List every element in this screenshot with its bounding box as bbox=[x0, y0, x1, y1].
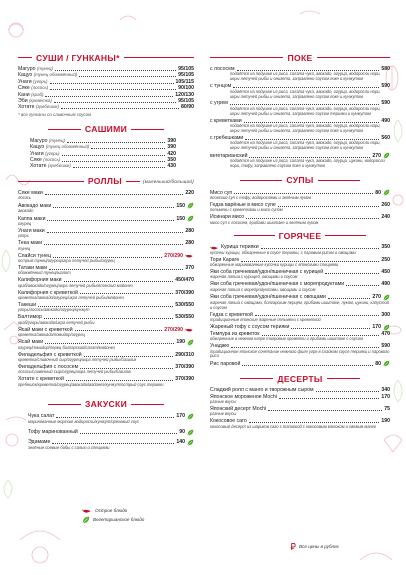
menu-item: Яки соба гречневая/удон/пшеничная с овощами 270 bbox=[210, 294, 390, 301]
menu-item: Сяке (лосось) 350 bbox=[30, 157, 176, 164]
left-column bbox=[18, 52, 194, 451]
menu-item: Эби (креветка) 95/105 bbox=[18, 98, 194, 105]
legend bbox=[82, 506, 144, 524]
menu-item: Яки соба гречневая/удон/пшеничная с курицей 450 bbox=[210, 269, 390, 276]
menu-item: Яки соба гречневая/удон/пшеничная с морепродуктами 490 bbox=[210, 281, 390, 288]
menu-item: Авокадо маки 150 bbox=[18, 202, 194, 209]
menu-item: Кацуо (тунец обожжённый) 95/105 bbox=[18, 72, 194, 79]
snacks-list: Чука салат 170 маринованные морские водоросли/кунжут/ореховый соус Тофу маринованный 90 Эдамаме 140 зелёные соевые бобы с солью и специями bbox=[18, 413, 194, 451]
chili-pepper-icon bbox=[185, 327, 194, 333]
sushi-footnote: * все гунканы со сливочным соусом bbox=[18, 111, 92, 117]
menu-item: Такеши 530/550 bbox=[18, 301, 194, 308]
menu-item: Татаки маки 370 bbox=[18, 264, 194, 271]
section-title-desserts: ДЕСЕРТЫ bbox=[210, 373, 390, 384]
menu-item: Эдамаме 140 bbox=[28, 439, 194, 446]
sashimi-list bbox=[18, 138, 194, 170]
section-title-soups: СУПЫ bbox=[210, 175, 390, 186]
chili-pepper-icon bbox=[185, 253, 194, 259]
menu-item: Японский десерт Mochi 75 bbox=[210, 406, 390, 413]
menu-item: Унаги (угорь) 420 bbox=[30, 150, 176, 157]
menu-item: Хотате с креветкой 370/390 bbox=[18, 376, 194, 383]
menu-item: с гребешками 560 bbox=[210, 134, 390, 141]
menu-item: Сяке (лосось) 90/100 bbox=[18, 85, 194, 92]
sushi-list bbox=[18, 66, 194, 117]
menu-item: Кокосовое саго 190 bbox=[210, 418, 390, 425]
menu-item: Мисо суп 80 bbox=[210, 189, 390, 196]
ruble-icon bbox=[290, 543, 296, 550]
menu-item: Ясай маки 190 bbox=[18, 339, 194, 346]
menu-item: Кани (краб) 120/130 bbox=[18, 91, 194, 98]
menu-item: Спайси тунец 270/290 bbox=[18, 253, 194, 259]
section-title-sushi: СУШИ / ГУНКАНЫ* bbox=[18, 52, 194, 63]
menu-item: с тунцом 590 bbox=[210, 83, 390, 90]
vegetarian-leaf-icon bbox=[383, 324, 390, 331]
menu-item: Японское мороженое Mochi 170 bbox=[210, 393, 390, 400]
menu-item: Гедза варёные в мисо супе 260 bbox=[210, 201, 390, 208]
vegetarian-leaf-icon bbox=[82, 516, 90, 524]
poke-list: с лососем 580 подаётся на подушке из риса, салата чука, авокадо, огурца, водоросли нори, икры летучей рыбы и онигета, заправлено соусом поке и кунжутом с тунцом 590 подаётся на подушке из риса, салата чука, авокадо, огурца, водоросли нори, икры летучей рыбы и онигета, заправлено соусом поке и кунжутом с угрем 590 подаётся на подушке из риса, салата чука, авокадо, огурца, водоросли нори, икры летучей рыбы и онигета, заправлено соусом терияки и кунжутом с креветками 490 подаётся на подушке из риса, салата чука, авокадо, огурца, водоросли нори, икры летучей рыбы и онигета, заправлено соусом поке и кунжутом с гребешками 560 подаётся на подушке из риса, салата чука, авокадо, огурца, водоросли нори, икры летучей рыбы и онигета, заправлено соусом поке и кунжутом вегетарианский 270 подаётся на подушке из риса, салата чука, авокадо, огурца, цукини, водоросли нори, тофу, заправлено соусом поке и кунжутом bbox=[210, 66, 390, 168]
menu-item: Калифорния маки 450/470 bbox=[18, 277, 194, 284]
section-title-rolls: РОЛЛЫ (маленький/большой) bbox=[18, 176, 194, 187]
section-title-poke: ПОКЕ bbox=[210, 52, 390, 63]
menu-item: Магуро (тунец) 95/105 bbox=[18, 66, 194, 72]
vegetarian-leaf-icon bbox=[187, 215, 194, 222]
menu-item: Тори Караге 250 bbox=[210, 256, 390, 263]
vegetarian-leaf-icon bbox=[187, 413, 194, 420]
menu-item: Сладкий ролл с манго и творожным сыром 340 bbox=[210, 387, 390, 394]
menu-item: Кацуо (тунец обожжённый) 390 bbox=[30, 144, 176, 151]
menu-item: Калифорния с креветкой 370/390 bbox=[18, 289, 194, 296]
right-column bbox=[210, 52, 390, 431]
menu-item: вегетарианский 270 bbox=[210, 152, 390, 159]
soups-list: Мисо суп 80 японский суп с тофу, водорослями и зелёным луком Гедза варёные в мисо супе 260 пельмени с креветками и мисо супом Исинари мисо 240 мисо суп с лососем, грибами шиитаке и зелёным луком bbox=[210, 189, 390, 225]
vegetarian-leaf-icon bbox=[187, 439, 194, 446]
menu-item: Унаджю 590 bbox=[210, 343, 390, 350]
menu-item: Рис паровой 80 bbox=[210, 360, 390, 367]
menu-item: Тофу маринованный 90 bbox=[28, 429, 194, 436]
legend-veg: Вегетарианское блюдо bbox=[82, 515, 144, 524]
vegetarian-leaf-icon bbox=[383, 189, 390, 196]
menu-item: Чука салат 170 bbox=[28, 413, 194, 420]
menu-item: с креветками 490 bbox=[210, 117, 390, 124]
menu-item: Унаги (угорь) 105/115 bbox=[18, 78, 194, 85]
menu-item: Курица терияки 350 bbox=[210, 244, 390, 250]
menu-item: Темпура из креветок 470 bbox=[210, 330, 390, 337]
vegetarian-leaf-icon bbox=[383, 360, 390, 367]
prices-note: Все цены в рублях bbox=[290, 543, 339, 550]
menu-item: Тека маки 280 bbox=[18, 240, 194, 247]
section-title-snacks: ЗАКУСКИ bbox=[18, 399, 194, 410]
menu-item: с угрем 590 bbox=[210, 100, 390, 107]
menu-item: Филадельфия с креветкой 290/310 bbox=[18, 351, 194, 358]
menu-item: Сяке маки 220 bbox=[18, 189, 194, 196]
chili-pepper-icon bbox=[82, 508, 92, 514]
vegetarian-leaf-icon bbox=[187, 339, 194, 346]
menu-item: Унаги маки 280 bbox=[18, 228, 194, 234]
menu-item: Хотате (гребешок) 430 bbox=[30, 163, 176, 170]
desserts-list: Сладкий ролл с манго и творожным сыром 340 Японское мороженое Mochi 170 разные вкусы Японский десерт Mochi 75 разные вкусы Кокосовое саго 190 кокосовый десерт из шариков саго с тапиокой с кокосовым молоком и свежим манго bbox=[210, 387, 390, 429]
section-title-sashimi: САШИМИ bbox=[18, 124, 194, 135]
menu-item: Балтимор 530/550 bbox=[18, 314, 194, 321]
menu-item: Филадельфия с лососем 370/390 bbox=[18, 364, 194, 371]
rolls-list: Сяке маки 220 лосось Авокадо маки 150 авокадо Каппа маки 150 огурец Унаги маки 280 угорь Тека маки 280 тунец Спайси тунец 270/290 острый тунец/огурец/икра летучей рыбы/огурец Татаки маки 370 обожжённый тунец/шалот Калифорния маки 450/470 краб/авокадо/огурец/икра летучей рыбы/японский майонез Калифорния с креветкой 370/390 креветка/авокадо/огурец/икра летучей рыбы/майонез Такеши 530/550 угорь/лосось/авокадо/огурец/кунжут Балтимор 530/550 краб/угорь/авокадо/икра летучей рыбы Ясай маки с креветкой 270/290 креветка/авокадо/помидор/огурец Ясай маки 190 огурец/помидор/перец болгарский/салат/майонез Филадельфия с креветкой 290/310 креветка/сливочный сыр/огурец/икра летучей рыбы/базилик Филадельфия с лососем 370/390 лосось/сливочный сыр/огурец/икра летучей рыбы/базилик Хотате с креветкой 370/390 гребешок/креветка/огурец/авокадо/майонез/кунжут/острый соус терияки bbox=[18, 189, 194, 387]
menu-item: Магуро (тунец) 390 bbox=[30, 137, 176, 144]
menu-item: Гедза с креветкой 300 bbox=[210, 311, 390, 318]
vegetarian-leaf-icon bbox=[187, 429, 194, 436]
vegetarian-leaf-icon bbox=[187, 202, 194, 209]
section-title-hot: ГОРЯЧЕЕ bbox=[210, 230, 390, 241]
menu-item: Исинари мисо 240 bbox=[210, 214, 390, 221]
menu-item: Каппа маки 150 bbox=[18, 215, 194, 222]
hot-dishes-list: Курица терияки 350 кусочки курицы, обжаренные в соусе терияки, с паровым рисом и овощами Тори Караге 250 обжаренные маринованные кусочки курицы с японскими специями Яки соба гречневая/удон/пшеничная с курицей 450 жареная лапша с курицей, овощами и соусом Яки соба гречневая/удон/пшеничная с морепродуктами 490 жареная лапша с морепродуктами, овощами и соусом Яки соба гречневая/удон/пшеничная с овощами 270 жареная лапша с овощами, болгарским перцем, грибами шиитаке, луком, цукини, капустой и соусом Гедза с креветкой 300 традиционные японские жареные пельмени с креветкой Жареный тофу с соусом терияки 170 Темпура из креветок 470 обжаренные в нежном кляре тигровые креветки и грибами шиитаке с соусом Унаджю 590 традиционное японское сочетание нежного филе угря в сладком соусе терияки и парового риса Рис паровой 80 bbox=[210, 244, 390, 367]
menu-item: с лососем 580 bbox=[210, 66, 390, 72]
legend-hot: Острое блюдо bbox=[82, 506, 144, 515]
menu-item: Ясай маки с креветкой 270/290 bbox=[18, 327, 194, 333]
menu-item: Жареный тофу с соусом терияки 170 bbox=[210, 324, 390, 331]
menu-item: Хотате (гребешок) 80/90 bbox=[18, 104, 194, 111]
